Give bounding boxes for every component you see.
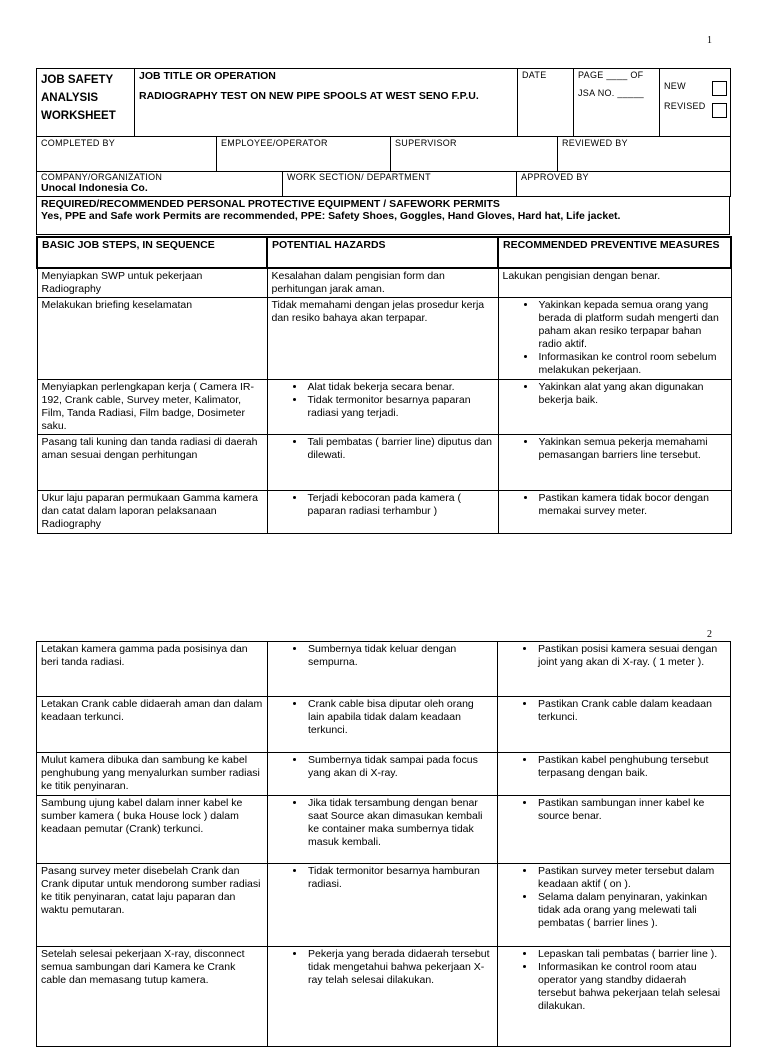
table-row: [37, 947, 731, 1047]
measure-item: • Pastikan survey meter tersebut dalam keadaan aktif ( on ).: [536, 865, 726, 891]
measure-cell: Lakukan pengisian dengan benar.: [498, 268, 731, 298]
measure-item: • Pastikan Crank cable dalam keadaan terkunci.: [536, 698, 726, 724]
jsa-header-table: [36, 68, 731, 137]
measure-cell: [498, 796, 731, 864]
hazard-cell: [268, 642, 498, 697]
hazard-cell: [268, 796, 498, 864]
company-value: Unocal Indonesia Co.: [41, 182, 148, 194]
step-cell: Pasang tali kuning dan tanda radiasi di daerah aman sesuai dengan perhitungan: [37, 435, 267, 491]
step-cell: Letakan Crank cable didaerah aman dan dalam keadaan terkunci.: [37, 697, 268, 753]
step-cell: Menyiapkan SWP untuk pekerjaan Radiography: [37, 268, 267, 298]
supervisor-label: SUPERVISOR: [395, 138, 457, 148]
table-row: [37, 298, 731, 380]
col-header-hazards-label: POTENTIAL HAZARDS: [272, 239, 386, 251]
table-row: [37, 753, 731, 796]
measure-item: • Lepaskan tali pembatas ( barrier line ).: [536, 948, 726, 961]
ppe-title: REQUIRED/RECOMMENDED PERSONAL PROTECTIVE EQUIPMENT / SAFEWORK PERMITS: [41, 198, 500, 210]
hazard-cell: Tidak memahami dengan jelas prosedur kerja dan resiko bahaya akan terpapar.: [267, 298, 498, 380]
jsa-title: [37, 69, 135, 137]
step-cell: Letakan kamera gamma pada posisinya dan beri tanda radiasi.: [37, 642, 268, 697]
reviewed-by-field[interactable]: [558, 137, 731, 172]
hazard-item: • Sumbernya tidak sampai pada focus yang akan di X-ray.: [306, 754, 493, 780]
step-cell: Mulut kamera dibuka dan sambung ke kabel penghubung yang menyalurkan sumber radiasi ke titik penyinaran.: [37, 753, 268, 796]
company-label: COMPANY/ORGANIZATION: [41, 172, 163, 182]
ppe-cell: [37, 197, 730, 235]
measure-item: • Yakinkan kepada semua orang yang berada di platform sudah mengerti dan paham akan resiko terpapar bahan radio aktif.: [537, 299, 727, 351]
hazard-cell: Kesalahan dalam pengisian form dan perhitungan jarak aman.: [267, 268, 498, 298]
new-label: NEW: [664, 81, 686, 91]
measure-cell: [498, 491, 731, 534]
company-field: [37, 172, 283, 197]
col-header-steps-label: BASIC JOB STEPS, IN SEQUENCE: [42, 239, 215, 251]
column-header-row: [37, 237, 731, 268]
measure-item: • Selama dalam penyinaran, yakinkan tidak ada orang yang melewati tali pembatas ( barrier lines ).: [536, 891, 726, 930]
step-cell: Melakukan briefing keselamatan: [37, 298, 267, 380]
hazard-cell: [268, 947, 498, 1047]
hazard-item: • Pekerja yang berada didaerah tersebut tidak mengetahui bahwa pekerjaan X-ray telah selesai dilakukan.: [306, 948, 493, 987]
hazard-item: • Tidak termonitor besarnya hamburan radiasi.: [306, 865, 493, 891]
completed-by-label: COMPLETED BY: [41, 138, 116, 148]
new-revised-cell: [660, 69, 731, 137]
hazard-item: • Crank cable bisa diputar oleh orang lain apabila tidak dalam keadaan terkunci.: [306, 698, 493, 737]
employee-operator-field[interactable]: [217, 137, 391, 172]
job-title-cell: [135, 69, 518, 137]
measure-item: • Informasikan ke control room atau operator yang standby didaerah tersebut bahwa pekerjaan telah selesai dilakukan.: [536, 961, 726, 1013]
table-row: [37, 697, 731, 753]
ppe-table: [36, 196, 730, 235]
hazard-item: • Terjadi kebocoran pada kamera ( paparan radiasi terhambur ): [306, 492, 494, 518]
step-cell: Ukur laju paparan permukaan Gamma kamera dan catat dalam laporan pelaksanaan Radiography: [37, 491, 267, 534]
col-header-measures-label: RECOMMENDED PREVENTIVE MEASURES: [503, 239, 720, 251]
page-label: PAGE ____ OF: [578, 70, 644, 80]
measure-cell: [498, 298, 731, 380]
step-cell: Setelah selesai pekerjaan X-ray, disconnect semua sambungan dari Kamera ke Crank cable dan memasang tutup kamera.: [37, 947, 268, 1047]
date-cell: [518, 69, 574, 137]
hazard-cell: [267, 435, 498, 491]
measure-item: • Pastikan kamera tidak bocor dengan memakai survey meter.: [537, 492, 727, 518]
supervisor-field[interactable]: [391, 137, 558, 172]
completed-by-field[interactable]: [37, 137, 217, 172]
hazard-item: • Alat tidak bekerja secara benar.: [306, 381, 494, 394]
measure-cell: [498, 753, 731, 796]
step-cell: Menyiapkan perlengkapan kerja ( Camera IR-192, Crank cable, Survey meter, Kalimator, Film, Tanda Radiasi, Film badge, Dosimeter saku.: [37, 380, 267, 435]
hazard-item: • Tidak termonitor besarnya paparan radiasi yang terjadi.: [306, 394, 494, 420]
reviewed-by-label: REVIEWED BY: [562, 138, 628, 148]
table-row: [37, 642, 731, 697]
measure-item: • Yakinkan semua pekerja memahami pemasangan barriers line tersebut.: [537, 436, 727, 462]
hazard-cell: [268, 697, 498, 753]
measure-item: • Informasikan ke control room sebelum melakukan pekerjaan.: [537, 351, 727, 377]
employee-operator-label: EMPLOYEE/OPERATOR: [221, 138, 328, 148]
step-cell: Pasang survey meter disebelah Crank dan Crank diputar untuk mendorong sumber radiasi ke titik penyinaran, catat laju paparan dan waktu pemutaran.: [37, 864, 268, 947]
table-row: [37, 268, 731, 298]
step-cell: Sambung ujung kabel dalam inner kabel ke sumber kamera ( buka House lock ) dalam keadaan pemutar (Crank) terkunci.: [37, 796, 268, 864]
measure-cell: [498, 947, 731, 1047]
hazard-cell: [267, 491, 498, 534]
work-section-field: [283, 172, 517, 197]
hazard-item: • Tali pembatas ( barrier line) diputus dan dilewati.: [306, 436, 494, 462]
measure-item: • Pastikan sambungan inner kabel ke source benar.: [536, 797, 726, 823]
col-header-hazards: [267, 237, 498, 268]
col-header-measures: [498, 237, 731, 268]
hazard-cell: [267, 380, 498, 435]
measure-cell: [498, 864, 731, 947]
measure-item: • Pastikan posisi kamera sesuai dengan joint yang akan di X-ray. ( 1 meter ).: [536, 643, 726, 669]
hazard-cell: [268, 864, 498, 947]
table-row: [37, 864, 731, 947]
job-title-label: JOB TITLE OR OPERATION: [139, 70, 276, 82]
work-section-label: WORK SECTION/ DEPARTMENT: [287, 172, 431, 182]
revised-label: REVISED: [664, 101, 706, 111]
hazard-item: • Sumbernya tidak keluar dengan sempurna.: [306, 643, 493, 669]
ppe-value: Yes, PPE and Safe work Permits are recommended, PPE: Safety Shoes, Goggles, Hand Gloves, Hard hat, Life jacket.: [41, 210, 621, 222]
hazard-item: • Jika tidak tersambung dengan benar saat Source akan dimasukan kembali ke container maka sumbernya tidak masuk kembali.: [306, 797, 493, 849]
measure-cell: [498, 642, 731, 697]
table-row: [37, 796, 731, 864]
job-title-value: RADIOGRAPHY TEST ON NEW PIPE SPOOLS AT WEST SENO F.P.U.: [139, 90, 479, 102]
table-row: [37, 491, 731, 534]
worksheet-title: JOB SAFETY ANALYSIS WORKSHEET: [41, 74, 116, 122]
col-header-steps: [37, 237, 267, 268]
table-row: [37, 435, 731, 491]
new-checkbox[interactable]: [712, 81, 727, 96]
table-row: [37, 380, 731, 435]
hazard-cell: [268, 753, 498, 796]
company-table: [36, 171, 731, 197]
date-label: DATE: [522, 70, 547, 80]
measure-item: • Pastikan kabel penghubung tersebut terpasang dengan baik.: [536, 754, 726, 780]
page-number: 2: [707, 629, 712, 640]
measure-cell: [498, 380, 731, 435]
jsa-no-label: JSA NO. _____: [578, 88, 644, 98]
jsa-steps-table-page1: [36, 236, 732, 534]
approved-by-label: APPROVED BY: [521, 172, 589, 182]
measure-cell: [498, 435, 731, 491]
page-jsa-cell: [574, 69, 660, 137]
signoff-table: [36, 136, 731, 172]
approved-by-field: [517, 172, 731, 197]
measure-cell: [498, 697, 731, 753]
measure-item: • Yakinkan alat yang akan digunakan bekerja baik.: [537, 381, 727, 407]
jsa-steps-table-page2: [36, 641, 731, 1047]
revised-checkbox[interactable]: [712, 103, 727, 118]
page-number: 1: [707, 35, 712, 46]
